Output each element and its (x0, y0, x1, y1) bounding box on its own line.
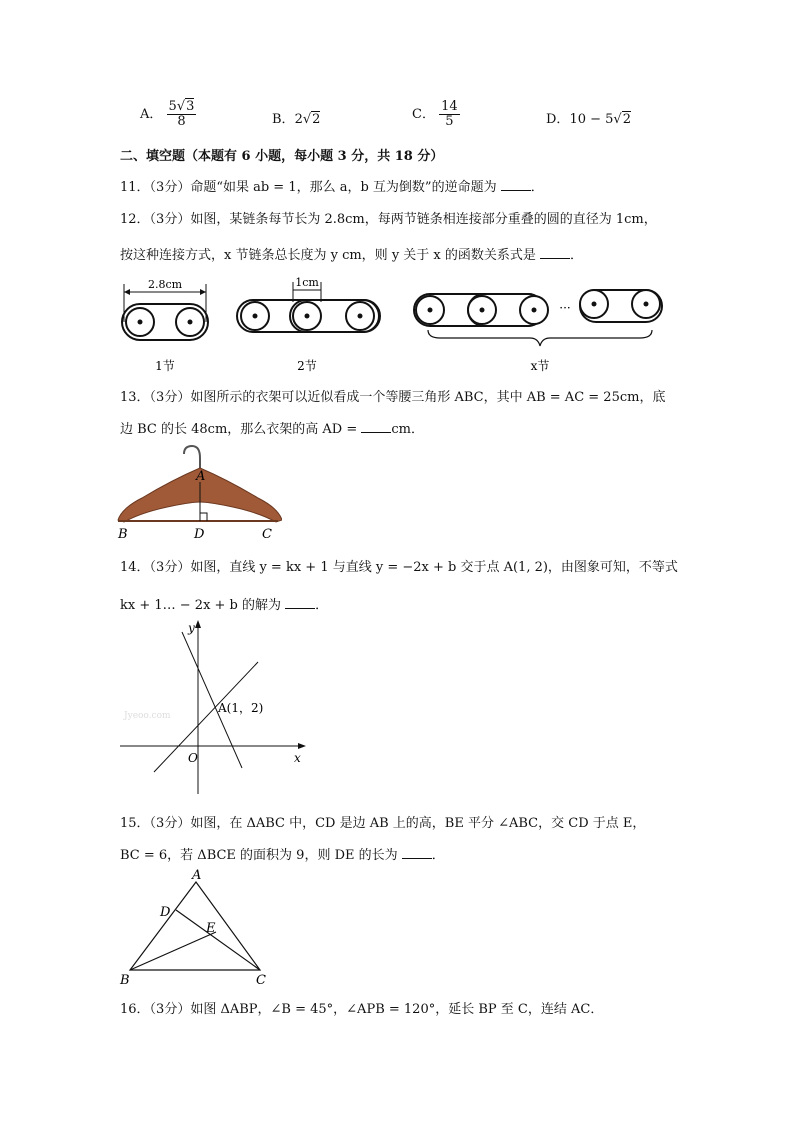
label-b: B (120, 973, 130, 988)
chain-dots: ··· (559, 301, 571, 315)
choice-b: B．2√2 (272, 112, 321, 127)
origin-label: O (188, 751, 198, 765)
graph-figure (112, 618, 312, 798)
fraction: $\frac{14}{5}$ (441, 99, 458, 129)
label-a: A (192, 868, 202, 883)
answer-blank[interactable] (501, 189, 531, 191)
hanger-figure (112, 440, 282, 546)
triangle-figure (112, 866, 278, 992)
diameter-label: 1cm (295, 276, 319, 289)
question-15-line2: BC = 6，若 ΔBCE 的面积为 9，则 DE 的长为 ． (120, 848, 445, 863)
question-12-line1: 12．（3分）如图，某链条每节长为 2.8cm，每两节链条相连接部分重叠的圆的直径为 1cm， (120, 212, 657, 227)
chain-one-link (122, 278, 208, 340)
question-14-line2: kx + 1… − 2x + b 的解为 ． (120, 598, 329, 613)
choice-d: D．10 − 5√2 (546, 112, 631, 127)
point-a-label: A(1，2) (218, 701, 264, 715)
choice-a: A． $\frac{5√3}{8}$ (140, 99, 195, 129)
section-title: 二、填空题（本题有 6 小题，每小题 3 分，共 18 分） (120, 149, 444, 164)
label-b: B (118, 527, 128, 542)
caption-2-links: 2节 (297, 359, 317, 373)
answer-blank[interactable] (361, 431, 391, 433)
chain-length-label: 2.8cm (147, 278, 183, 291)
question-13-line2: 边 BC 的长 48cm，那么衣架的高 AD = cm． (120, 422, 425, 437)
fraction: $\frac{5√3}{8}$ (168, 99, 195, 129)
choice-c: C． $\frac{14}{5}$ (412, 99, 458, 129)
label-e: E (206, 921, 216, 936)
axis-x-label: x (294, 751, 301, 765)
label-c: C (262, 527, 272, 542)
chain-figure (110, 272, 670, 382)
chain-x-links (414, 290, 662, 346)
axis-y-label: y (188, 621, 195, 635)
question-11: 11．（3分）命题“如果 ab = 1，那么 a，b 互为倒数”的逆命题为 ． (120, 180, 544, 195)
question-14-line1: 14．（3分）如图，直线 y = kx + 1 与直线 y = −2x + b 交于点 A(1, 2)，由图象可知，不等式 (120, 560, 678, 575)
chain-two-links (237, 276, 380, 332)
label-c: C (256, 973, 266, 988)
caption-x-links: x节 (530, 359, 550, 373)
label-a: A (196, 469, 206, 484)
question-15-line1: 15．（3分）如图，在 ΔABC 中，CD 是边 AB 上的高，BE 平分 ∠ABC，交 CD 于点 E， (120, 816, 646, 831)
watermark: Jyeoo.com (124, 711, 171, 721)
question-13-line1: 13．（3分）如图所示的衣架可以近似看成一个等腰三角形 ABC，其中 AB = AC = 25cm，底 (120, 390, 666, 405)
label-d: D (194, 527, 205, 542)
label-d: D (160, 905, 171, 920)
caption-1-link: 1节 (155, 359, 175, 373)
question-16: 16．（3分）如图 ΔABP，∠B = 45°，∠APB = 120°，延长 BP 至 C，连结 AC． (120, 1002, 604, 1017)
answer-blank[interactable] (540, 257, 570, 259)
answer-blank[interactable] (402, 857, 432, 859)
answer-blank[interactable] (285, 607, 315, 609)
question-12-line2: 按这种连接方式，x 节链条总长度为 y cm，则 y 关于 x 的函数关系式是 ． (120, 248, 584, 263)
